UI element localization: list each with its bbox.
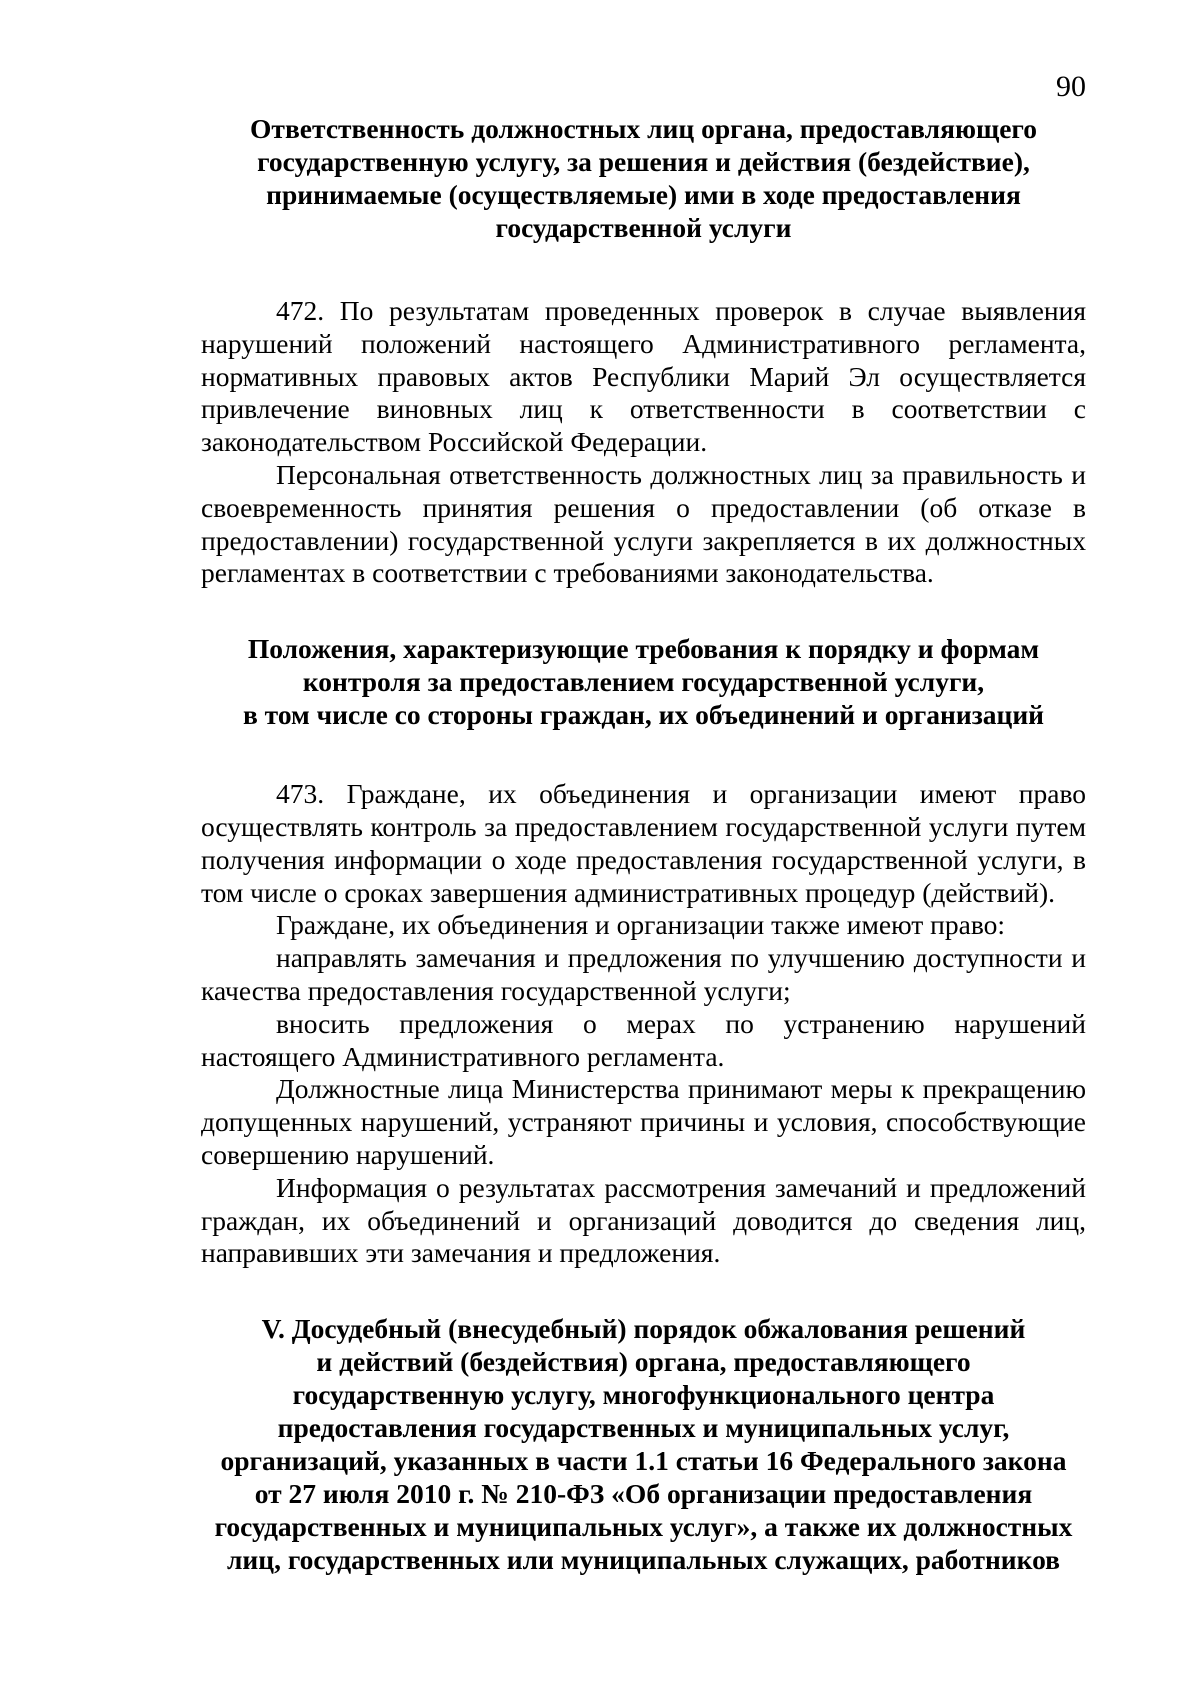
heading-line: предоставления государственных и муниципальных услуг,	[277, 1412, 1010, 1444]
paragraph-review-results: Информация о результатах рассмотрения замечаний и предложений граждан, их объединений и организаций доводится до сведения лиц, направивших эти замечания и предложения.	[201, 1171, 1086, 1269]
heading-line: в том числе со стороны граждан, их объединений и организаций	[242, 699, 1045, 731]
paragraph-citizens-rights: Граждане, их объединения и организации также имеют право:	[276, 909, 1006, 941]
paragraph-send-remarks: направлять замечания и предложения по улучшению доступности и качества предоставления государственной услуги;	[201, 942, 1086, 1006]
heading-line: организаций, указанных в части 1.1 статьи 16 Федерального закона	[220, 1445, 1067, 1477]
section-heading-pretrial-appeal	[201, 1312, 1086, 1576]
heading-line: государственную услугу, многофункционального центра	[292, 1379, 995, 1411]
heading-line: и действий (бездействия) органа, предоставляющего	[316, 1346, 971, 1378]
paragraph-ministry-officials: Должностные лица Министерства принимают меры к прекращению допущенных нарушений, устраняют причины и условия, способствующие совершению нарушений.	[201, 1073, 1086, 1170]
paragraph-472: 472. По результатам проведенных проверок в случае выявления нарушений положений настоящего Административного регламента, нормативных правовых актов Республики Марий Эл осуществляется привлечение виновных лиц к ответственности в соответствии с законодательством Российской Федерации.	[201, 295, 1086, 458]
section-heading-responsibility	[201, 112, 1086, 244]
heading-line: государственной услуги	[495, 212, 792, 243]
heading-line: лиц, государственных или муниципальных служащих, работников	[226, 1544, 1061, 1576]
paragraph-personal-responsibility: Персональная ответственность должностных лиц за правильность и своевременность принятия решения о предоставлении (об отказе в предоставлении) государственной услуги закрепляется в их должностных регламентах в соответствии с требованиями законодательства.	[201, 458, 1086, 589]
heading-line: принимаемые (осуществляемые) ими в ходе предоставления	[266, 179, 1021, 210]
heading-line: государственную услугу, за решения и действия (бездействие),	[257, 146, 1030, 177]
heading-line: Ответственность должностных лиц органа, предоставляющего	[250, 113, 1037, 144]
heading-line: V. Досудебный (внесудебный) порядок обжалования решений	[261, 1313, 1026, 1345]
paragraph-submit-proposals: вносить предложения о мерах по устранению нарушений настоящего Административного регламента.	[201, 1007, 1086, 1072]
paragraph-473: 473. Граждане, их объединения и организации имеют право осуществлять контроль за предоставлением государственной услуги путем получения информации о ходе предоставления государственной услуги, в том числе о сроках завершения административных процедур (действий).	[201, 778, 1086, 908]
page-number: 90	[1056, 70, 1086, 103]
document-body	[201, 112, 1086, 1576]
heading-line: Положения, характеризующие требования к порядку и формам	[247, 633, 1040, 665]
heading-line: государственных и муниципальных услуг», а также их должностных	[214, 1511, 1073, 1543]
heading-line: от 27 июля 2010 г. № 210-ФЗ «Об организации предоставления	[254, 1478, 1033, 1510]
section-heading-control-requirements	[201, 632, 1086, 731]
heading-line: контроля за предоставлением государственной услуги,	[302, 666, 985, 698]
